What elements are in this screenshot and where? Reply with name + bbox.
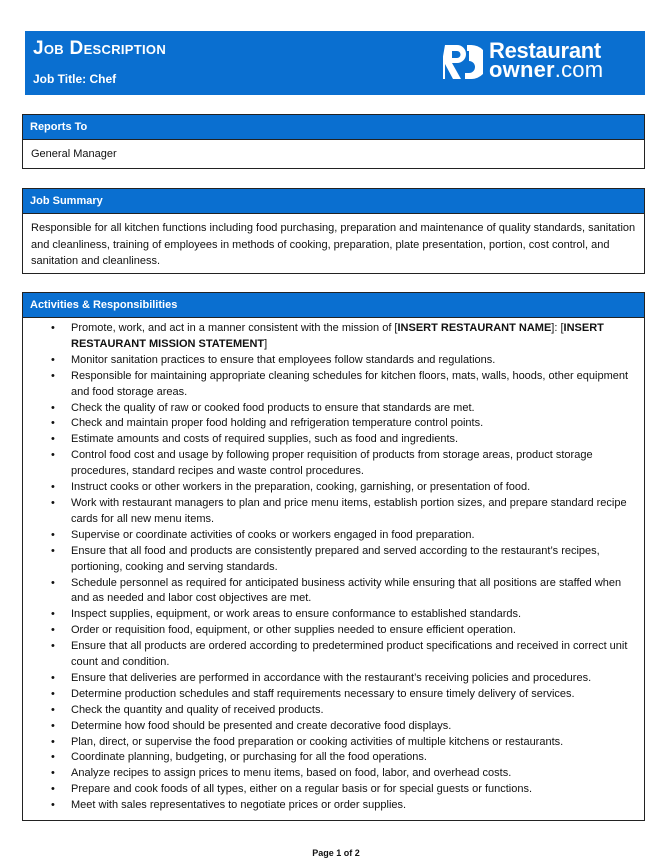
list-item: • Check and maintain proper food holding and refrigeration temperature control points. [71,416,634,432]
list-item: • Inspect supplies, equipment, or work areas to ensure conformance to established standards. [71,607,634,623]
logo-dotcom-text: .com [554,57,604,82]
list-item: • Estimate amounts and costs of required supplies, such as food and ingredients. [71,432,634,448]
list-item: • Work with restaurant managers to plan and price menu items, establish portion sizes, and prepare standard recipe cards for all new menu items. [71,496,634,528]
list-item: • Analyze recipes to assign prices to menu items, based on food, labor, and overhead costs. [71,766,634,782]
insert-mission-statement-placeholder: INSERT RESTAURANT MISSION STATEMENT [71,322,604,350]
list-item: • Order or requisition food, equipment, or other supplies needed to ensure efficient operation. [71,623,634,639]
job-summary-text: Responsible for all kitchen functions including food purchasing, preparation and maintenance of quality standards, sanitation and cleanliness, training of employees in methods of cooking, preparation, plate presentation, portion, cost control, and sanitation and cleanliness. [31,222,636,267]
list-item: • Ensure that all food and products are consistently prepared and served according to the restaurant’s recipes, portioning, cooking and serving standards. [71,544,634,576]
logo-owner-text: owner [489,57,555,82]
list-item: • Ensure that all products are ordered according to predetermined product specifications and received in correct unit count and condition. [71,639,634,671]
list-item: • Determine how food should be presented and create decorative food displays. [71,719,634,735]
document-header [25,31,645,95]
responsibilities-list [31,321,634,814]
reports-to-value: General Manager [31,148,117,160]
list-item: • Plan, direct, or supervise the food preparation or cooking activities of multiple kitchens or restaurants. [71,735,634,751]
list-item: • Instruct cooks or other workers in the preparation, cooking, garnishing, or presentation of food. [71,480,634,496]
activities-heading: Activities & Responsibilities [23,293,644,318]
list-item: • Check the quantity and quality of received products. [71,703,634,719]
list-item: • Check the quality of raw or cooked food products to ensure that standards are met. [71,401,634,417]
logo-line-owner [489,57,604,82]
job-title: Job Title: Chef [33,72,117,86]
activities-section [22,292,645,821]
list-item: • Supervise or coordinate activities of cooks or workers engaged in food preparation. [71,528,634,544]
list-item: • Ensure that deliveries are performed in accordance with the restaurant’s receiving policies and procedures. [71,671,634,687]
document-title: Job Description [33,38,167,59]
list-item: • Schedule personnel as required for anticipated business activity while ensuring that all positions are staffed when and as needed and labor cost objectives are met. [71,576,634,608]
first-item-mid: ]: [ [551,322,564,334]
ro-logo-icon [443,43,483,81]
list-item: • Coordinate planning, budgeting, or purchasing for all the food operations. [71,750,634,766]
list-item: • Control food cost and usage by following proper requisition of products from storage areas, product storage procedures, standard recipes and waste control procedures. [71,448,634,480]
list-item: • Determine production schedules and staff requirements necessary to ensure timely delivery of services. [71,687,634,703]
job-summary-heading: Job Summary [23,189,644,214]
list-item: • Meet with sales representatives to negotiate prices or order supplies. [71,798,634,814]
list-item: • Prepare and cook foods of all types, either on a regular basis or for special guests or functions. [71,782,634,798]
list-item [71,321,634,353]
reports-to-heading: Reports To [23,115,644,140]
logo-line-restaurant: Restaurant [489,38,601,63]
page-footer [0,848,672,858]
insert-restaurant-name-placeholder: INSERT RESTAURANT NAME [397,322,552,334]
job-summary-section [22,188,645,274]
restaurant-owner-logo [443,40,635,86]
list-item: • Monitor sanitation practices to ensure that employees follow standards and regulations. [71,353,634,369]
reports-to-section [22,114,645,169]
first-item-post: ] [264,337,268,350]
page-number: Page 1 of 2 [312,848,360,858]
first-item-pre: Promote, work, and act in a manner consistent with the mission of [ [71,322,398,334]
logo-wordmark [489,38,604,82]
list-item: • Responsible for maintaining appropriate cleaning schedules for kitchen floors, mats, walls, hoods, other equipment and food storage areas. [71,369,634,401]
activities-body [23,318,644,814]
